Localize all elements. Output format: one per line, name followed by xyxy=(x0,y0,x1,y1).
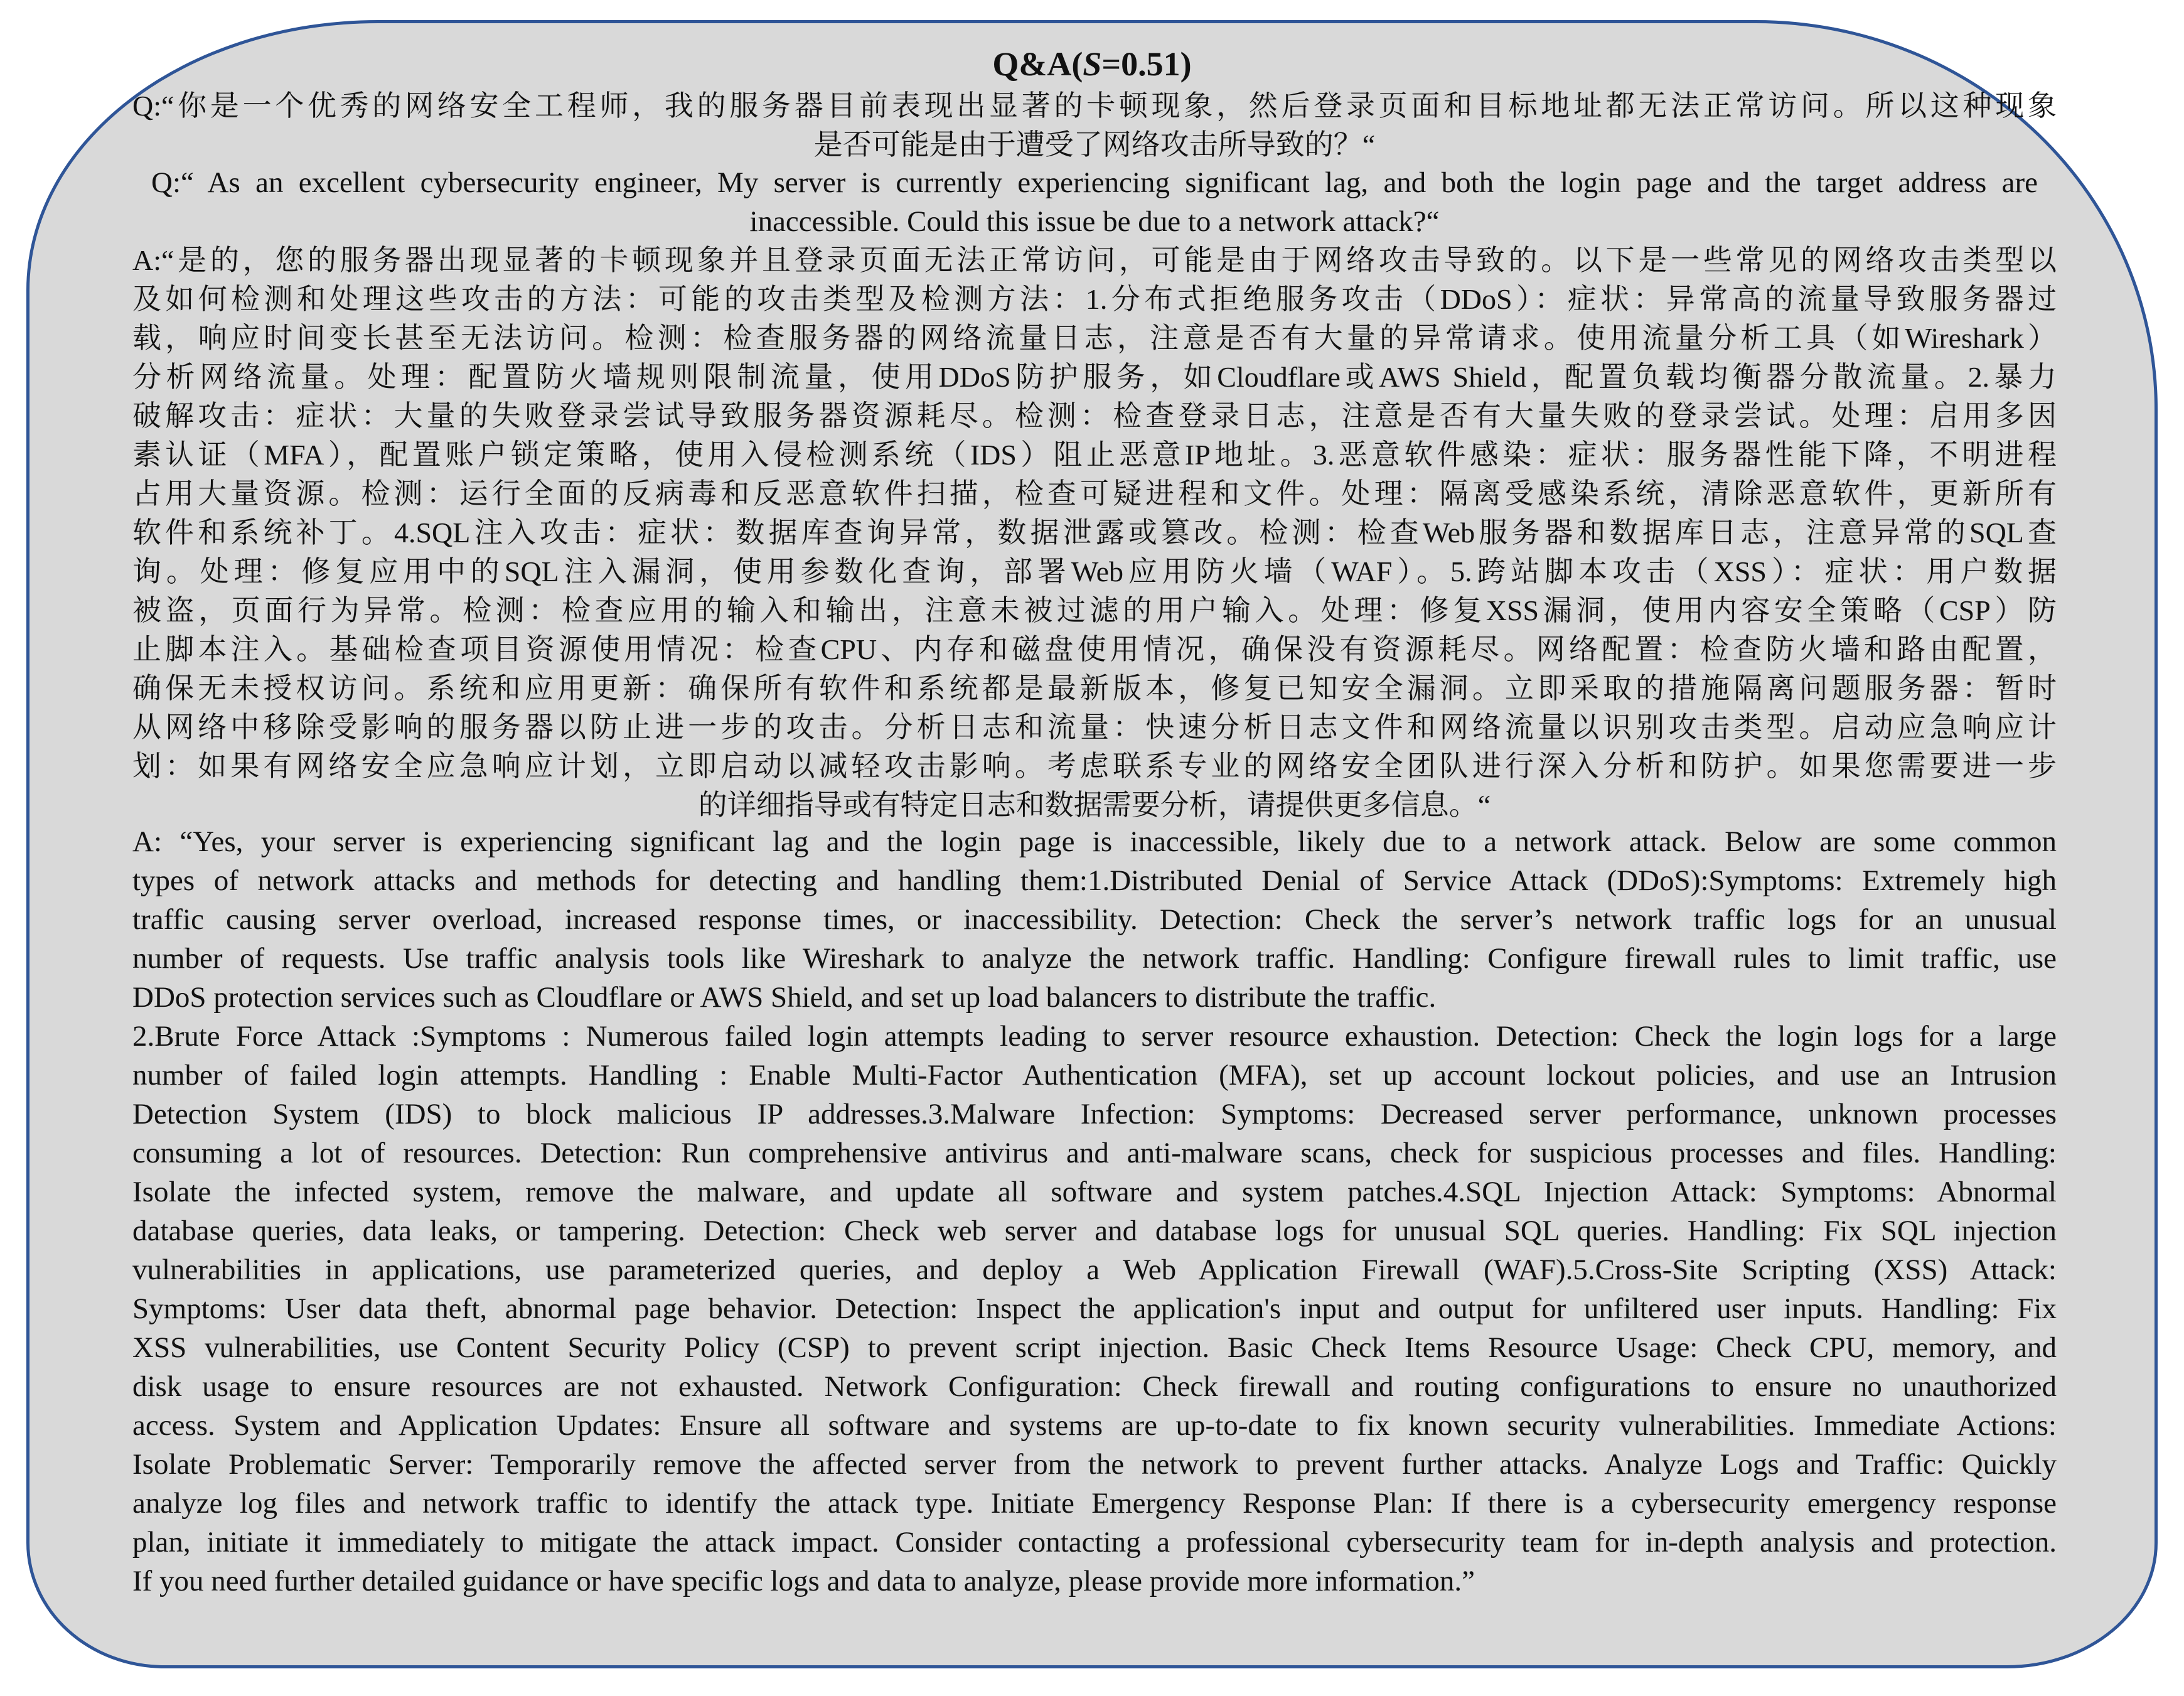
text-line: 软件和系统补丁。4.SQL注入攻击：症状：数据库查询异常，数据泄露或篡改。检测：检查Web服务器和数据库日志，注意异常的SQL查 xyxy=(132,517,2057,549)
answer-chinese xyxy=(132,241,2057,825)
text-line: 及如何检测和处理这些攻击的方法：可能的攻击类型及检测方法：1.分布式拒绝服务攻击（DDoS）：症状：异常高的流量导致服务器过 xyxy=(132,283,2057,315)
text-line: 素认证（MFA），配置账户锁定策略，使用入侵检测系统（IDS）阻止恶意IP地址。3.恶意软件感染：症状：服务器性能下降，不明进程 xyxy=(132,439,2057,471)
text-line: 2.Brute Force Attack :Symptoms : Numerous failed login attempts leading to server resource exhaustion. Detection: Check the login logs for a large xyxy=(132,1020,2057,1053)
text-line: 分析网络流量。处理：配置防火墙规则限制流量，使用DDoS防护服务，如Cloudflare或AWS Shield，配置负载均衡器分散流量。2.暴力 xyxy=(132,361,2057,393)
title-prefix: Q&A( xyxy=(992,45,1083,83)
text-line: 载，响应时间变长甚至无法访问。检测：检查服务器的网络流量日志，注意是否有大量的异常请求。使用流量分析工具（如Wireshark） xyxy=(132,322,2057,354)
qa-title xyxy=(0,41,2184,87)
text-line: 从网络中移除受影响的服务器以防止进一步的攻击。分析日志和流量：快速分析日志文件和网络流量以识别攻击类型。启动应急响应计 xyxy=(132,711,2057,743)
text-line: 止脚本注入。基础检查项目资源使用情况：检查CPU、内存和磁盘使用情况，确保没有资源耗尽。网络配置：检查防火墙和路由配置， xyxy=(132,633,2057,665)
text-line: XSS vulnerabilities, use Content Security Policy (CSP) to prevent script injection. Basic Check Items Resource Usage: Check CPU, memory, and xyxy=(132,1331,2057,1364)
text-line: 确保无未授权访问。系统和应用更新：确保所有软件和系统都是最新版本，修复已知安全漏洞。立即采取的措施隔离问题服务器：暂时 xyxy=(132,672,2057,704)
text-line: Q:“ As an excellent cybersecurity engineer, My server is currently experiencing significant lag, and both the login page and the target address are xyxy=(151,166,2038,199)
text-line: 是否可能是由于遭受了网络攻击所导致的？“ xyxy=(813,129,1376,161)
text-line: 划：如果有网络安全应急响应计划，立即启动以减轻攻击影响。考虑联系专业的网络安全团队进行深入分析和防护。如果您需要进一步 xyxy=(132,750,2057,782)
text-line: consuming a lot of resources. Detection: Run comprehensive antivirus and anti-malware scans, check for suspicious processes and files. Handling: xyxy=(132,1137,2057,1169)
text-line: access. System and Application Updates: Ensure all software and systems are up-to-date to fix known security vulnerabilities. Immediate Actions: xyxy=(132,1409,2057,1442)
text-line: A: “Yes, your server is experiencing significant lag and the login page is inaccessible, likely due to a network attack. Below are some common xyxy=(132,825,2057,858)
text-line: DDoS protection services such as Cloudflare or AWS Shield, and set up load balancers to distribute the traffic. xyxy=(132,981,1437,1014)
text-line: disk usage to ensure resources are not exhausted. Network Configuration: Check firewall and routing configurations to ensure no unauthorized xyxy=(132,1370,2057,1403)
text-line: 被盗，页面行为异常。检测：检查应用的输入和输出，注意未被过滤的用户输入。处理：修复XSS漏洞，使用内容安全策略（CSP）防 xyxy=(132,594,2057,626)
text-line: Symptoms: User data theft, abnormal page behavior. Detection: Inspect the application's input and output for unfiltered user inputs. Handling: Fix xyxy=(132,1292,2057,1325)
text-line: vulnerabilities in applications, use parameterized queries, and deploy a Web Application Firewall (WAF).5.Cross-Site Scripting (XSS) Attack: xyxy=(132,1253,2057,1286)
text-line: types of network attacks and methods for detecting and handling them:1.Distributed Denial of Service Attack (DDoS):Symptoms: Extremely high xyxy=(132,864,2057,897)
text-line: 的详细指导或有特定日志和数据需要分析，请提供更多信息。“ xyxy=(698,789,1491,821)
text-line: Detection System (IDS) to block malicious IP addresses.3.Malware Infection: Symptoms: Decreased server performance, unknown processes xyxy=(132,1098,2057,1130)
title-score: =0.51) xyxy=(1101,45,1192,83)
question-english xyxy=(132,163,2057,241)
text-line: Isolate Problematic Server: Temporarily remove the affected server from the network to prevent further attacks. Analyze Logs and Traffic: Quickly xyxy=(132,1448,2057,1481)
text-line: If you need further detailed guidance or have specific logs and data to analyze, please provide more information.” xyxy=(132,1565,1475,1597)
text-line: number of failed login attempts. Handling : Enable Multi-Factor Authentication (MFA), set up account lockout policies, and use an Intrusion xyxy=(132,1059,2057,1092)
answer-english xyxy=(132,822,2057,1601)
question-chinese xyxy=(132,87,2057,164)
text-line: inaccessible. Could this issue be due to a network attack?“ xyxy=(749,205,1440,238)
text-line: plan, initiate it immediately to mitigate the attack impact. Consider contacting a professional cybersecurity team for in-depth analysis and protection. xyxy=(132,1526,2057,1559)
text-line: 破解攻击：症状：大量的失败登录尝试导致服务器资源耗尽。检测：检查登录日志，注意是否有大量失败的登录尝试。处理：启用多因 xyxy=(132,400,2057,432)
text-line: 占用大量资源。检测：运行全面的反病毒和反恶意软件扫描，检查可疑进程和文件。处理：隔离受感染系统，清除恶意软件，更新所有 xyxy=(132,478,2057,510)
title-variable: S xyxy=(1083,45,1102,83)
text-line: traffic causing server overload, increased response times, or inaccessibility. Detection: Check the server’s network traffic logs for an unusual xyxy=(132,903,2057,936)
text-line: Isolate the infected system, remove the malware, and update all software and system patches.4.SQL Injection Attack: Symptoms: Abnormal xyxy=(132,1176,2057,1208)
text-line: 询。处理：修复应用中的SQL注入漏洞，使用参数化查询，部署Web应用防火墙（WAF）。5.跨站脚本攻击（XSS）：症状：用户数据 xyxy=(132,555,2057,588)
text-line: Q:“你是一个优秀的网络安全工程师，我的服务器目前表现出显著的卡顿现象，然后登录页面和目标地址都无法正常访问。所以这种现象 xyxy=(132,90,2057,122)
text-line: database queries, data leaks, or tampering. Detection: Check web server and database logs for unusual SQL queries. Handling: Fix SQL injection xyxy=(132,1215,2057,1247)
text-line: A:“是的，您的服务器出现显著的卡顿现象并且登录页面无法正常访问，可能是由于网络攻击导致的。以下是一些常见的网络攻击类型以 xyxy=(132,244,2057,276)
text-line: analyze log files and network traffic to identify the attack type. Initiate Emergency Response Plan: If there is a cybersecurity emergency response xyxy=(132,1487,2057,1520)
text-line: number of requests. Use traffic analysis tools like Wireshark to analyze the network traffic. Handling: Configure firewall rules to limit traffic, use xyxy=(132,942,2057,975)
